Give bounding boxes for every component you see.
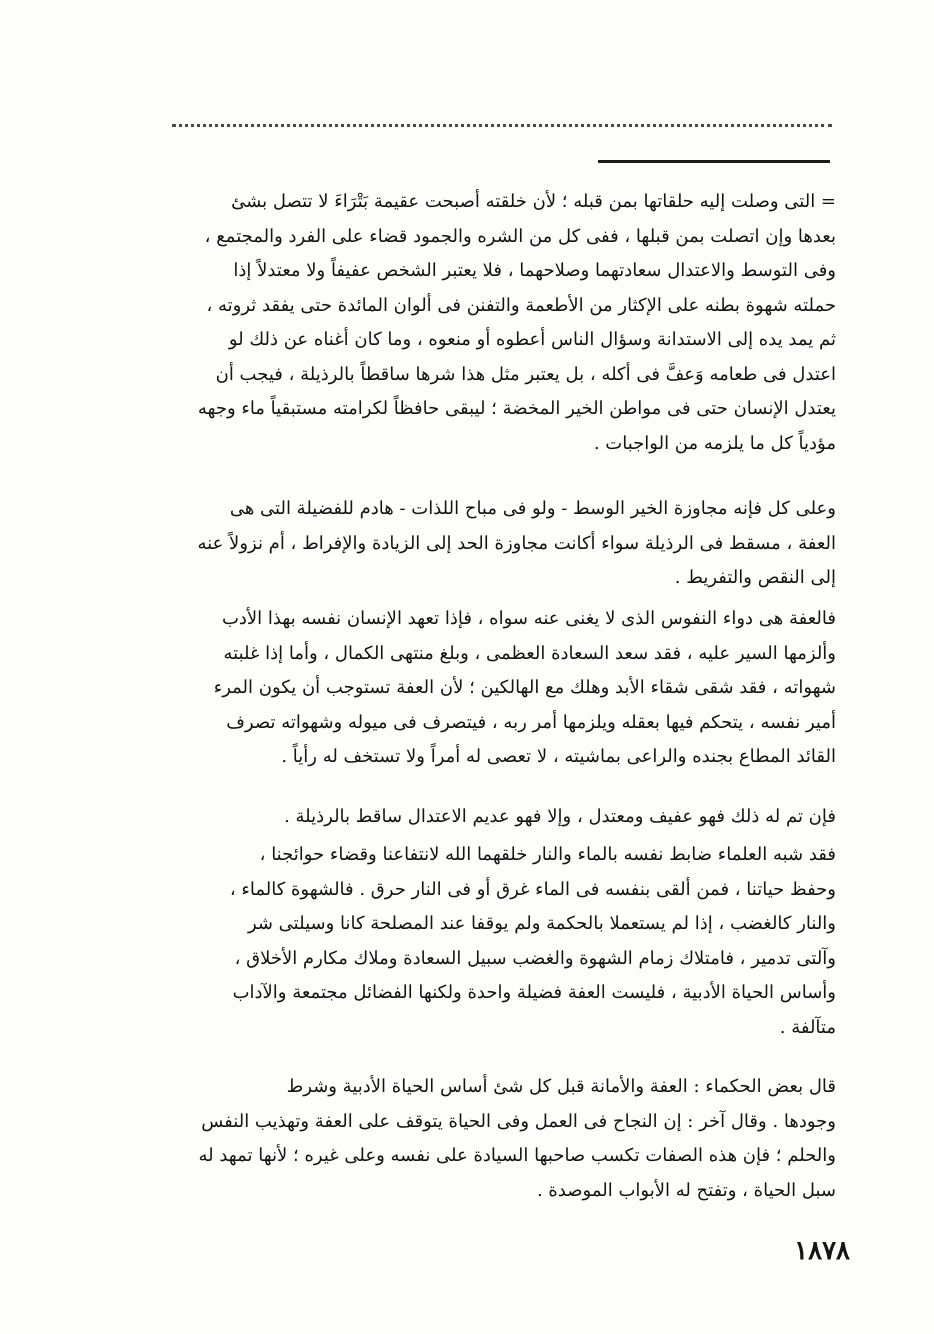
paragraph-5 xyxy=(120,838,836,1045)
text-line: أمير نفسه ، يتحكم فيها بعقله ويلزمها أمر ربه ، فيتصرف فى ميوله وشهواته تصرف xyxy=(226,711,836,733)
text-line: والحلم ؛ فإن هذه الصفات تكسب صاحبها السيادة على نفسه وعلى غيره ؛ لأنها تمهد له xyxy=(198,1145,836,1166)
text-line: حملته شهوة بطنه على الإكثار من الأطعمة والتفنن فى ألوان المائدة حتى يفقد ثروته ، xyxy=(206,294,836,316)
page-number: ١٨٧٨ xyxy=(794,1236,850,1266)
text-line: شهواته ، فقد شقى شقاء الأبد وهلك مع الهالكين ؛ لأن العفة تستوجب أن يكون المرء xyxy=(213,677,836,698)
text-line: إلى النقص والتفريط . xyxy=(674,567,836,588)
text-line: متآلفة . xyxy=(779,1016,836,1038)
footnote-rule xyxy=(598,160,830,163)
text-line: القائد المطاع بجنده والراعى بماشيته ، لا تعصى له أمراً ولا تستخف له رأياً . xyxy=(281,746,836,767)
text-line: وحفظ حياتنا ، فمن ألقى بنفسه فى الماء غرق أو فى النار حرق . فالشهوة كالماء ، xyxy=(229,878,836,900)
dotted-separator xyxy=(172,124,832,127)
text-line: وفى التوسط والاعتدال سعادتهما وصلاحهما ، فلا يعتبر الشخص عفيفاً ولا معتدلاً إذا xyxy=(233,260,836,281)
text-line: وعلى كل فإنه مجاوزة الخير الوسط - ولو فى مباح اللذات - هادم للفضيلة التى هى xyxy=(229,498,836,519)
text-line: وأساس الحياة الأدبية ، فليست العفة فضيلة واحدة ولكنها الفضائل مجتمعة والآداب xyxy=(232,982,836,1003)
text-line: مؤدياً كل ما يلزمه من الواجبات . xyxy=(593,432,836,454)
text-line: العفة ، مسقط فى الرذيلة سواء أكانت مجاوزة الحد إلى الزيادة والإفراط ، أم نزولاً عنه xyxy=(197,532,836,554)
text-line: فقد شبه العلماء ضابط نفسه بالماء والنار خلقهما الله لانتفاعنا وقضاء حوائجنا ، xyxy=(259,844,836,865)
text-line: فالعفة هى دواء النفوس الذى لا يغنى عنه سواه ، فإذا تعهد الإنسان نفسه بهذا الأدب xyxy=(221,608,836,629)
text-line: وآلتى تدمير ، فامتلاك زمام الشهوة والغضب سبيل السعادة وملاك مكارم الأخلاق ، xyxy=(234,947,836,969)
text-line: ثم يمد يده إلى الاستدانة وسؤال الناس أعطوه أو منعوه ، وما كان أغناه عن ذلك لو xyxy=(228,329,836,350)
paragraph-4 xyxy=(120,800,836,835)
text-line: اعتدل فى طعامه وَعفَّ فى أكله ، بل يعتبر مثل هذا شرها ساقطاً بالرذيلة ، فيجب أن xyxy=(215,363,836,385)
text-line: والنار كالغضب ، إذا لم يستعملا بالحكمة ولم يوقفا عند المصلحة كانا وسيلتى شر xyxy=(247,913,836,934)
text-line: يعتدل الإنسان حتى فى مواطن الخير المخضة ؛ ليبقى حافظاً لكرامته مستبقياً ماء وجهه xyxy=(197,398,836,419)
text-line: فإن تم له ذلك فهو عفيف ومعتدل ، وإلا فهو عديم الاعتدال ساقط بالرذيلة . xyxy=(284,806,836,827)
text-line: قال بعض الحكماء : العفة والأمانة قبل كل شئ أساس الحياة الأدبية وشرط xyxy=(286,1076,836,1097)
text-line: = التى وصلت إليه حلقاتها بمن قبله ؛ لأن خلقته أصبحت عقيمة بَتْرَاءَ لا تتصل بشئ xyxy=(231,191,836,212)
text-line: وألزمها السير عليه ، فقد سعد السعادة العظمى ، وبلغ منتهى الكمال ، وأما إذا غلبته xyxy=(223,642,836,664)
paragraph-3 xyxy=(120,602,836,775)
paragraph-footnote-continuation xyxy=(120,185,836,461)
text-line: سبل الحياة ، وتفتح له الأبواب الموصدة . xyxy=(536,1179,836,1201)
paragraph-6 xyxy=(120,1070,836,1208)
text-line: وجودها . وقال آخر : إن النجاح فى العمل وفى الحياة يتوقف على العفة وتهذيب النفس xyxy=(201,1110,836,1132)
paragraph-2 xyxy=(120,492,836,596)
text-line: بعدها وإن اتصلت بمن قبلها ، ففى كل من الشره والجمود قضاء على الفرد والمجتمع ، xyxy=(204,225,836,247)
